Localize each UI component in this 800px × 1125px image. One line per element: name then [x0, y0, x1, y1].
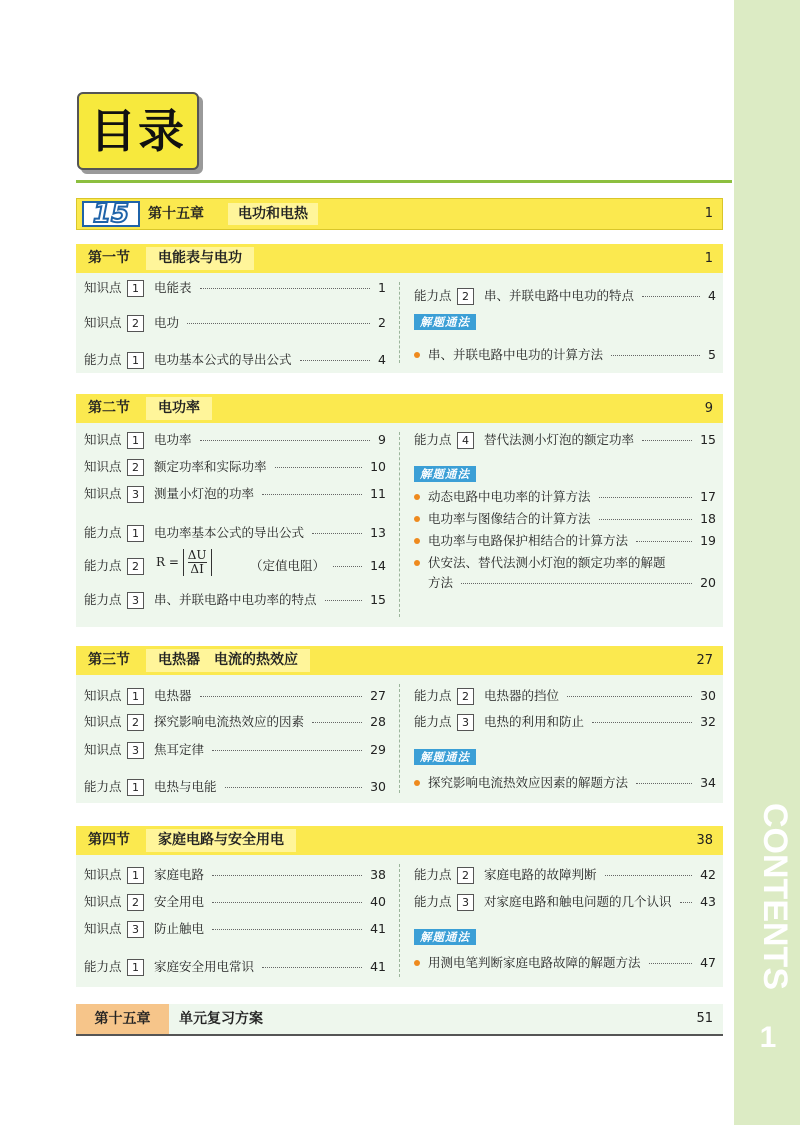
method-title: 方法 [428, 575, 454, 590]
entry-kind: 知识点 [84, 742, 122, 757]
entry-page: 38 [370, 867, 386, 882]
section-title: 电功率 [146, 397, 212, 420]
toc-entry[interactable] [84, 312, 386, 334]
entry-page: 30 [370, 779, 386, 794]
dot-leader [567, 696, 692, 697]
entry-title: 电功率基本公式的导出公式 [154, 525, 305, 540]
entry-kind: 知识点 [84, 486, 122, 501]
section-1 [76, 244, 723, 373]
column-divider [399, 864, 400, 977]
entry-page: 41 [370, 921, 386, 936]
toc-entry[interactable] [84, 456, 386, 478]
entry-title: 防止触电 [154, 921, 205, 936]
method-tag: 解题通法 [414, 929, 476, 945]
method-entry[interactable] [414, 508, 716, 530]
dot-leader [212, 750, 362, 751]
entry-kind: 知识点 [84, 459, 122, 474]
unit-review-row[interactable] [76, 1004, 723, 1036]
method-entry[interactable] [414, 486, 716, 508]
section-title: 家庭电路与安全用电 [146, 829, 296, 852]
chapter-label: 第十五章 [148, 206, 204, 222]
entry-number-box: 1 [127, 959, 144, 976]
method-tag: 解题通法 [414, 749, 476, 765]
method-page: 47 [700, 955, 716, 970]
section-header[interactable] [76, 646, 723, 675]
toc-entry[interactable] [84, 589, 386, 611]
entry-kind: 知识点 [84, 867, 122, 882]
entry-kind: 能力点 [84, 779, 122, 794]
section-3 [76, 646, 723, 803]
bullet-dot-icon [414, 960, 420, 966]
entry-title: 探究影响电流热效应的因素 [154, 714, 305, 729]
entry-number-box: 3 [127, 486, 144, 503]
dot-leader [212, 875, 362, 876]
entry-number-box: 2 [127, 459, 144, 476]
entry-number-box: 2 [457, 867, 474, 884]
entry-page: 41 [370, 959, 386, 974]
chapter-page: 1 [704, 206, 713, 221]
entry-title: （定值电阻） [250, 558, 326, 573]
column-divider [399, 282, 400, 363]
entry-title: 对家庭电路和触电问题的几个认识 [484, 894, 672, 909]
method-title: 探究影响电流热效应因素的解题方法 [428, 775, 629, 790]
entry-page: 1 [378, 280, 386, 295]
entry-page: 42 [700, 867, 716, 882]
review-title: 单元复习方案 [179, 1011, 263, 1027]
entry-page: 29 [370, 742, 386, 757]
entry-number-box: 2 [457, 688, 474, 705]
entry-page: 32 [700, 714, 716, 729]
method-title: 动态电路中电功率的计算方法 [428, 489, 591, 504]
review-page: 51 [696, 1011, 713, 1026]
entry-title: 串、并联电路中电功率的特点 [154, 592, 317, 607]
toc-entry[interactable] [414, 685, 716, 707]
dot-leader [300, 360, 370, 361]
entry-kind: 能力点 [84, 592, 122, 607]
formula-denominator: ΔI [190, 562, 204, 576]
entry-kind: 能力点 [414, 867, 452, 882]
toc-entry[interactable] [84, 277, 386, 299]
entry-kind: 能力点 [414, 288, 452, 303]
entry-title: 电热与电能 [154, 779, 217, 794]
toc-entry[interactable] [84, 711, 386, 733]
section-page: 38 [696, 833, 713, 848]
method-tag: 解题通法 [414, 314, 476, 330]
toc-entry[interactable] [414, 891, 716, 913]
entry-title: 电热器的挡位 [484, 688, 560, 703]
entry-kind: 能力点 [414, 714, 452, 729]
column-divider [399, 684, 400, 793]
dot-leader [680, 902, 692, 903]
page-title-box [77, 92, 199, 170]
entry-title: 家庭电路的故障判断 [484, 867, 597, 882]
toc-entry[interactable] [84, 685, 386, 707]
method-page: 17 [700, 489, 716, 504]
dot-leader [200, 440, 370, 441]
entry-number-box: 2 [127, 894, 144, 911]
section-header[interactable] [76, 394, 723, 423]
method-entry[interactable] [414, 344, 716, 366]
entry-title: 替代法测小灯泡的额定功率 [484, 432, 635, 447]
entry-page: 43 [700, 894, 716, 909]
contents-vertical-label [734, 795, 800, 1055]
entry-page: 2 [378, 315, 386, 330]
entry-number-box: 2 [127, 714, 144, 731]
dot-leader [636, 541, 692, 542]
dot-leader [212, 929, 362, 930]
entry-title: 电热器 [154, 688, 192, 703]
method-entry[interactable] [414, 772, 716, 794]
entry-number-box: 4 [457, 432, 474, 449]
method-title: 串、并联电路中电功的计算方法 [428, 347, 604, 362]
entry-number-box: 3 [127, 592, 144, 609]
chapter-header[interactable] [76, 198, 723, 230]
toc-entry[interactable] [414, 711, 716, 733]
dot-leader [325, 600, 362, 601]
entry-title: 电功 [154, 315, 180, 330]
entry-page: 9 [378, 432, 386, 447]
entry-number-box: 3 [127, 742, 144, 759]
method-page: 5 [708, 347, 716, 362]
section-title: 电能表与电功 [146, 247, 254, 270]
entry-kind: 知识点 [84, 921, 122, 936]
entry-number-box: 3 [457, 894, 474, 911]
dot-leader [200, 288, 370, 289]
toc-entry[interactable] [84, 956, 386, 978]
entry-number-box: 1 [127, 525, 144, 542]
entry-title: 电热的利用和防止 [484, 714, 585, 729]
toc-entry[interactable] [414, 285, 716, 307]
bullet-dot-icon [414, 494, 420, 500]
section-label: 第三节 [88, 652, 130, 668]
entry-kind: 能力点 [84, 525, 122, 540]
dot-leader [262, 494, 362, 495]
contents-text: CONTENTS [756, 803, 794, 990]
bullet-dot-icon [414, 516, 420, 522]
method-page: 19 [700, 533, 716, 548]
dot-leader [642, 296, 700, 297]
entry-title: 焦耳定律 [154, 742, 205, 757]
entry-page: 15 [700, 432, 716, 447]
entry-number-box: 2 [127, 315, 144, 332]
entry-kind: 能力点 [414, 688, 452, 703]
dot-leader [312, 722, 362, 723]
dot-leader [262, 967, 362, 968]
entry-kind: 知识点 [84, 714, 122, 729]
entry-page: 4 [708, 288, 716, 303]
dot-leader [636, 783, 692, 784]
entry-number-box: 1 [127, 688, 144, 705]
dot-leader [187, 323, 370, 324]
dot-leader [312, 533, 362, 534]
dot-leader [605, 875, 692, 876]
dot-leader [200, 696, 362, 697]
review-chapter-label: 第十五章 [76, 1004, 169, 1034]
section-label: 第四节 [88, 832, 130, 848]
entry-page: 30 [700, 688, 716, 703]
section-title: 电热器 电流的热效应 [146, 649, 310, 672]
entry-kind: 知识点 [84, 432, 122, 447]
entry-number-box: 1 [127, 779, 144, 796]
dot-leader [642, 440, 692, 441]
dot-leader [333, 566, 362, 567]
entry-title: 额定功率和实际功率 [154, 459, 267, 474]
dot-leader [225, 787, 362, 788]
section-page: 1 [704, 251, 713, 266]
toc-entry[interactable] [84, 891, 386, 913]
section-4 [76, 826, 723, 987]
dot-leader [611, 355, 700, 356]
entry-page: 27 [370, 688, 386, 703]
method-tag: 解题通法 [414, 466, 476, 482]
method-entry[interactable] [414, 530, 716, 552]
toc-entry[interactable] [84, 918, 386, 940]
method-title: 用测电笔判断家庭电路故障的解题方法 [428, 955, 641, 970]
entry-title: 电功率 [154, 432, 192, 447]
toc-entry[interactable] [414, 864, 716, 886]
entry-page: 40 [370, 894, 386, 909]
dot-leader [649, 963, 692, 964]
section-page: 9 [704, 401, 713, 416]
entry-page: 13 [370, 525, 386, 540]
entry-page: 11 [370, 486, 386, 501]
dot-leader [599, 519, 692, 520]
section-page: 27 [696, 653, 713, 668]
entry-kind: 能力点 [84, 959, 122, 974]
chapter-number: 15 [92, 199, 130, 229]
entry-title: 家庭电路 [154, 867, 205, 882]
column-divider [399, 432, 400, 617]
entry-kind: 知识点 [84, 315, 122, 330]
entry-kind: 能力点 [414, 432, 452, 447]
entry-number-box: 1 [127, 352, 144, 369]
entry-number-box: 3 [127, 921, 144, 938]
toc-entry[interactable] [84, 776, 386, 798]
method-page: 34 [700, 775, 716, 790]
entry-page: 10 [370, 459, 386, 474]
entry-page: 15 [370, 592, 386, 607]
contents-page-number: 1 [759, 1021, 777, 1054]
section-label: 第二节 [88, 400, 130, 416]
entry-number-box: 1 [127, 432, 144, 449]
toc-entry[interactable] [84, 429, 386, 451]
entry-number-box: 1 [127, 280, 144, 297]
method-page: 20 [700, 575, 716, 590]
entry-kind: 知识点 [84, 688, 122, 703]
method-title: 伏安法、替代法测小灯泡的额定功率的解题 [428, 555, 666, 570]
entry-page: 14 [370, 558, 386, 573]
entry-page: 28 [370, 714, 386, 729]
entry-number-box: 2 [127, 558, 144, 575]
toc-entry[interactable] [84, 349, 386, 371]
entry-title: 串、并联电路中电功的特点 [484, 288, 635, 303]
entry-title: 家庭安全用电常识 [154, 959, 255, 974]
method-entry[interactable] [414, 572, 716, 594]
formula-r-delta [156, 549, 212, 576]
toc-entry[interactable] [84, 739, 386, 761]
bullet-dot-icon [414, 780, 420, 786]
dot-leader [592, 722, 692, 723]
method-entry[interactable] [414, 552, 716, 574]
entry-kind: 知识点 [84, 280, 122, 295]
toc-entry[interactable] [84, 483, 386, 505]
entry-title: 测量小灯泡的功率 [154, 486, 255, 501]
formula-numerator: ΔU [187, 548, 207, 562]
dot-leader [212, 902, 362, 903]
entry-number-box: 3 [457, 714, 474, 731]
toc-entry[interactable] [414, 429, 716, 451]
page-title: 目录 [90, 104, 186, 158]
method-title: 电功率与图像结合的计算方法 [428, 511, 591, 526]
entry-title: 安全用电 [154, 894, 205, 909]
toc-entry[interactable] [84, 864, 386, 886]
formula-lhs: R = [156, 555, 179, 569]
bullet-dot-icon [414, 560, 420, 566]
dot-leader [275, 467, 362, 468]
method-entry[interactable] [414, 952, 716, 974]
method-page: 18 [700, 511, 716, 526]
entry-title: 电功基本公式的导出公式 [154, 352, 292, 367]
title-divider [76, 180, 732, 183]
section-header[interactable] [76, 244, 723, 273]
bullet-dot-icon [414, 352, 420, 358]
chapter-title: 电功和电热 [228, 203, 318, 225]
section-2 [76, 394, 723, 627]
entry-number-box: 2 [457, 288, 474, 305]
entry-number-box: 1 [127, 867, 144, 884]
entry-kind: 知识点 [84, 894, 122, 909]
bullet-dot-icon [414, 538, 420, 544]
entry-title: 电能表 [154, 280, 192, 295]
toc-entry[interactable] [84, 522, 386, 544]
section-header[interactable] [76, 826, 723, 855]
dot-leader [599, 497, 692, 498]
method-title: 电功率与电路保护相结合的计算方法 [428, 533, 629, 548]
entry-kind: 能力点 [84, 352, 122, 367]
entry-kind: 能力点 [414, 894, 452, 909]
toc-entry[interactable] [84, 548, 386, 577]
entry-kind: 能力点 [84, 558, 122, 573]
dot-leader [461, 583, 692, 584]
section-label: 第一节 [88, 250, 130, 266]
entry-page: 4 [378, 352, 386, 367]
